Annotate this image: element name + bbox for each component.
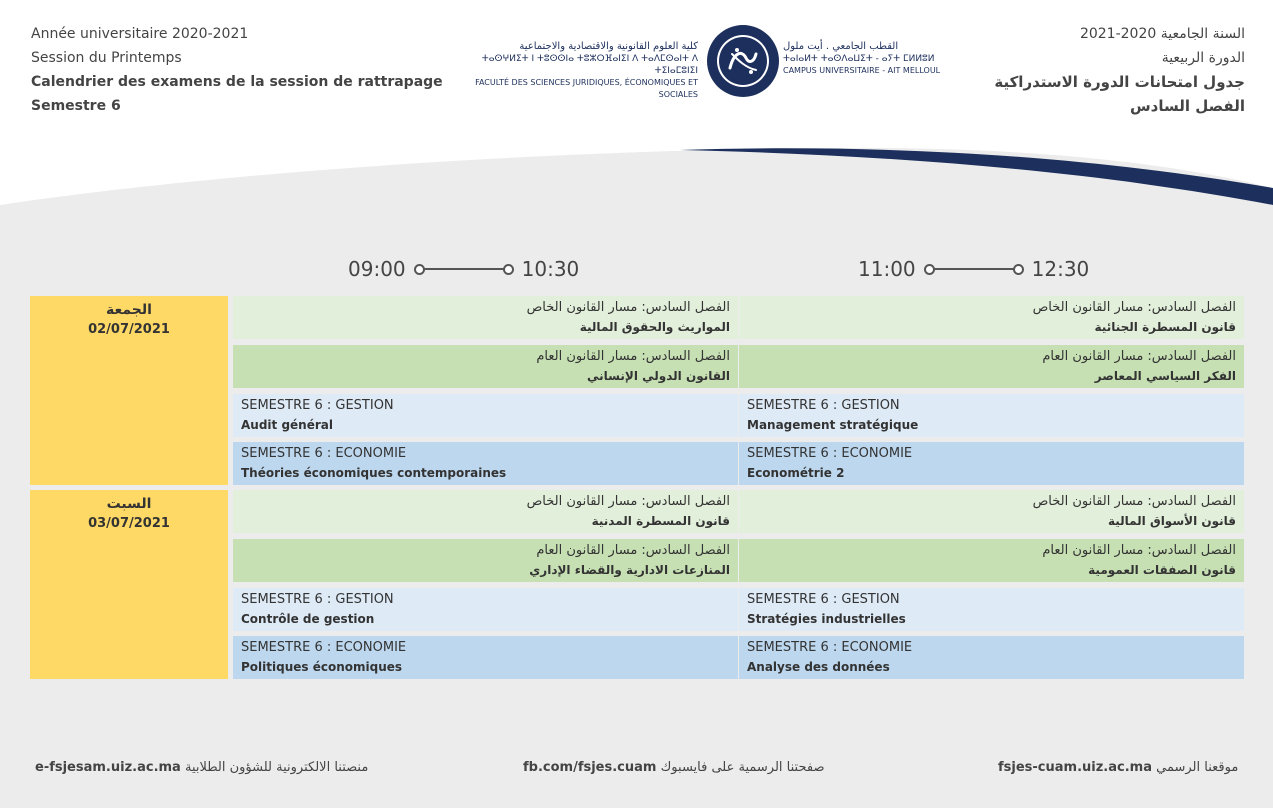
exam-track: الفصل السادس: مسار القانون الخاص [526,494,730,509]
day-2-name: السبت [106,496,152,512]
footer-website [998,760,1238,775]
calendar-title-ar: جدول امتحانات الدورة الاستدراكية [994,73,1245,91]
exam-subject: قانون المسطرة المدنية [591,514,730,528]
faculty-name-ar: كلية العلوم القانونية والاقتصادية والاجتماعية [519,41,698,52]
exam-track: SEMESTRE 6 : GESTION [747,398,900,413]
exam-cell [233,539,738,582]
exam-track: SEMESTRE 6 : ECONOMIE [241,446,407,461]
semester-fr: Semestre 6 [31,98,121,114]
exam-subject: Analyse des données [747,660,890,674]
exam-subject: Contrôle de gestion [241,612,375,626]
header-right [994,22,1245,118]
time-arrow-icon [414,262,514,276]
university-seal-icon [706,24,780,98]
day-1-name: الجمعة [106,302,152,318]
student-platform-link[interactable]: e-fsjesam.uiz.ac.ma [35,760,181,775]
day-1-header [30,296,228,485]
academic-year-ar: السنة الجامعية 2020-2021 [1079,26,1245,42]
exam-subject: Politiques économiques [241,660,403,674]
exam-subject: Théories économiques contemporaines [241,466,507,480]
faculty-name-tifinagh: ⵜⴰⵙⵖⵍⵉⵜ ⵏ ⵜⵓⵙⵙⵏⴰ ⵜⵓⵣⵔⴼⴰⵏⵉⵏ ⴷ ⵜⴰⴷⵎⵙⴰⵏⵜ ⴷ ⵜⵉⵏⴰⵎⵓⵏⵉⵏ [481,54,698,76]
exam-track: SEMESTRE 6 : GESTION [747,592,900,607]
time-arrow-icon [924,262,1024,276]
exam-subject: Management stratégique [747,418,919,432]
exam-subject: المواريث والحقوق المالية [579,320,730,334]
facebook-link[interactable]: fb.com/fsjes.cuam [523,760,657,775]
time-slot-1 [348,256,579,282]
calendar-title-fr: Calendrier des examens de la session de rattrapage [31,74,443,90]
exam-subject: قانون الأسواق المالية [1107,514,1236,528]
student-platform-label: منصتنا الالكترونية للشؤون الطلابية [184,760,369,775]
exam-track: الفصل السادس: مسار القانون العام [1042,543,1236,558]
session-ar: الدورة الربيعية [1161,50,1245,66]
time-slot-2 [858,256,1089,282]
exam-subject: القانون الدولي الإنساني [587,369,730,383]
website-link[interactable]: fsjes-cuam.uiz.ac.ma [998,760,1152,775]
day-2-date: 03/07/2021 [88,516,170,531]
exam-cell [739,442,1244,485]
exam-track: SEMESTRE 6 : GESTION [241,398,394,413]
exam-cell [739,296,1244,339]
exam-cell [233,490,738,533]
exam-track: الفصل السادس: مسار القانون العام [1042,349,1236,364]
exam-cell [233,394,738,437]
faculty-logo [440,24,941,100]
exam-cell [233,345,738,388]
exam-subject: Econométrie 2 [747,466,845,480]
exam-cell [739,636,1244,679]
footer-facebook [523,760,825,775]
exam-track: الفصل السادس: مسار القانون العام [536,349,730,364]
campus-name-fr: CAMPUS UNIVERSITAIRE - AIT MELLOUL [783,66,941,75]
time-slot-1-end: 10:30 [521,257,580,281]
faculty-name [440,41,698,101]
day-2-header [30,490,228,679]
exam-track: الفصل السادس: مسار القانون الخاص [1032,300,1236,315]
exam-cell [739,539,1244,582]
time-slot-2-end: 12:30 [1031,257,1090,281]
exam-track: SEMESTRE 6 : ECONOMIE [747,640,913,655]
day-1-date: 02/07/2021 [88,322,170,337]
exam-subject: المنازعات الادارية والقضاء الإداري [529,563,730,577]
session-fr: Session du Printemps [31,50,182,66]
facebook-label: صفحتنا الرسمية على فايسبوك [660,760,825,775]
exam-cell [739,490,1244,533]
footer-student-platform [35,760,368,775]
campus-name-ar: القطب الجامعي . أيت ملول [783,41,899,52]
exam-subject: قانون الصفقات العمومية [1088,563,1236,577]
exam-subject: Stratégies industrielles [747,612,906,626]
exam-cell [233,442,738,485]
exam-track: الفصل السادس: مسار القانون الخاص [526,300,730,315]
exam-cell [739,394,1244,437]
exam-cell [233,636,738,679]
time-slot-2-start: 11:00 [858,257,916,281]
exam-subject: قانون المسطرة الجنائية [1094,320,1236,334]
exam-cell [739,345,1244,388]
exam-subject: الفكر السياسي المعاصر [1094,369,1236,383]
semester-ar: الفصل السادس [1129,97,1245,115]
exam-subject: Audit général [241,418,333,432]
faculty-name-fr: FACULTÉ DES SCIENCES JURIDIQUES, ÉCONOMIQUES ET SOCIALES [475,78,698,99]
website-label: موقعنا الرسمي [1156,760,1239,775]
exam-track: الفصل السادس: مسار القانون الخاص [1032,494,1236,509]
exam-track: SEMESTRE 6 : GESTION [241,592,394,607]
exam-track: SEMESTRE 6 : ECONOMIE [241,640,407,655]
header-left [31,22,443,118]
time-slot-1-start: 09:00 [348,257,406,281]
exam-cell [233,588,738,631]
campus-name-tifinagh: ⵜⴰⵏⴰⵍⵜ ⵜⴰⵙⴷⴰⵡⵉⵜ - ⴰⵢⵜ ⵎⵍⵍⵓⵍ [783,54,935,64]
exam-cell [739,588,1244,631]
exam-track: الفصل السادس: مسار القانون العام [536,543,730,558]
exam-track: SEMESTRE 6 : ECONOMIE [747,446,913,461]
academic-year-fr: Année universitaire 2020-2021 [31,26,249,42]
campus-name [783,41,943,77]
exam-cell [233,296,738,339]
